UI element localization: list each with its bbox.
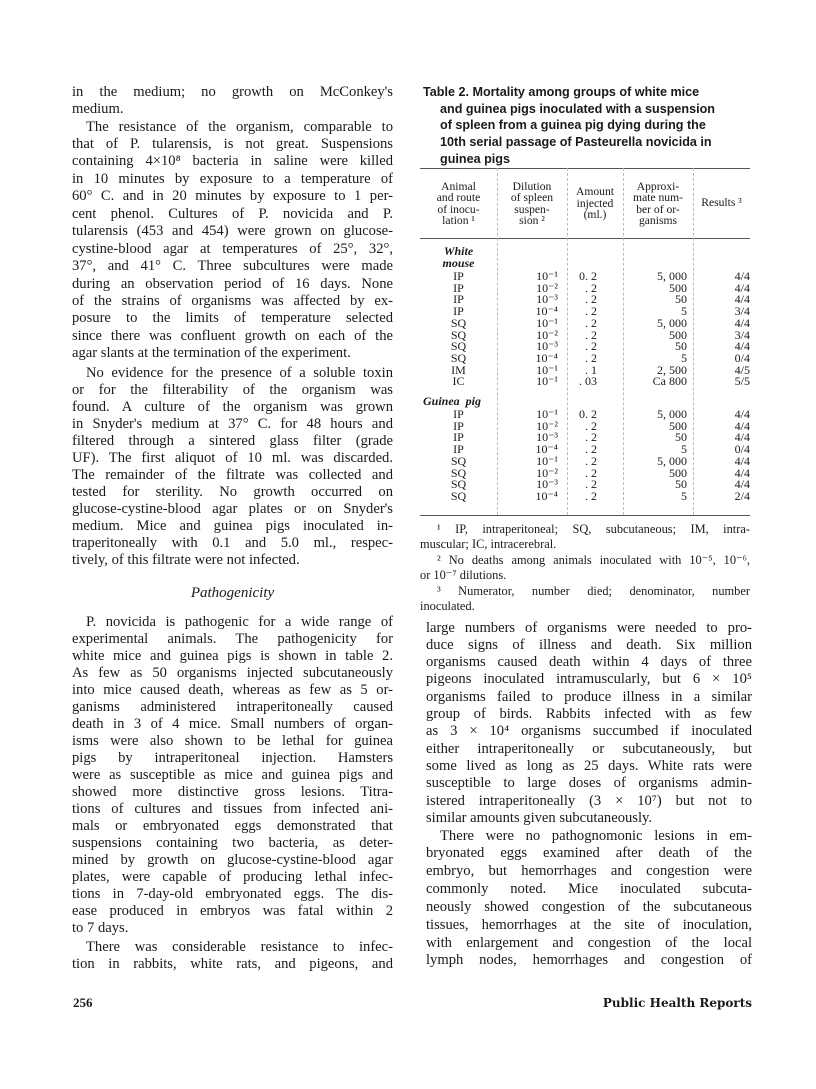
- paragraph-line: As few as 50 organisms injected subcutaneously: [72, 664, 393, 681]
- paragraph-line: No evidence for the presence of a soluble toxin: [86, 364, 393, 381]
- paragraph-line: traperitoneally with 0.1 and 5.0 ml., respec-: [72, 534, 393, 551]
- paragraph-line: The remainder of the filtrate was collected and: [72, 466, 393, 483]
- journal-name: Public Health Reports: [602, 996, 752, 1010]
- table-title-line: 10th serial passage of Pasteurella novicida in: [440, 135, 712, 150]
- paragraph-line: P. novicida is pathogenic for a wide range of: [86, 613, 393, 630]
- paragraph-line: mined by growth on glucose-cystine-blood agar: [72, 851, 393, 868]
- column-header: ganisms: [638, 214, 677, 228]
- route-cell: SQ: [450, 350, 467, 365]
- organisms-cell: 5, 000: [657, 269, 687, 283]
- dilution-cell: 10⁻¹: [536, 315, 558, 330]
- paragraph-line: istered intraperitoneally (3 × 10⁷) but not to: [426, 792, 752, 809]
- group-label: mouse: [442, 256, 475, 271]
- table-footnote: muscular; IC, intracerebral.: [420, 537, 557, 552]
- organisms-cell: 50: [675, 430, 687, 445]
- table-title-line: guinea pigs: [440, 151, 510, 166]
- paragraph-line: cent phenol. Cultures of P. novicida and P.: [72, 205, 393, 222]
- paragraph-line: plates, were capable of producing lethal infec-: [72, 868, 393, 885]
- paragraph-line: white mice and guinea pigs is shown in table 2.: [72, 647, 393, 664]
- paragraph-line: pigs by intraperitoneal injection. Hamsters: [72, 749, 393, 766]
- organisms-cell: 5: [681, 350, 687, 365]
- column-header: sion ²: [519, 214, 545, 228]
- paragraph-line: tularensis (453 and 454) were grown on glucose-: [72, 223, 393, 240]
- table-header-rule: [420, 238, 750, 239]
- paragraph-line: isms were also shown to be lethal for guinea: [72, 732, 393, 749]
- route-cell: IC: [452, 374, 465, 389]
- organisms-cell: 500: [669, 327, 687, 342]
- amount-cell: . 2: [585, 477, 597, 492]
- dilution-cell: 10⁻¹: [536, 374, 558, 389]
- paragraph-line: in the medium; no growth on McConkey's: [72, 83, 393, 100]
- paragraph-line: commonly noted. Mice inoculated subcuta-: [426, 881, 752, 898]
- table-footnote: ² No deaths among animals inoculated with 10⁻⁵, 10⁻⁶,: [437, 552, 750, 567]
- route-cell: IP: [453, 407, 464, 421]
- dilution-cell: 10⁻³: [536, 339, 558, 354]
- results-cell: 4/4: [734, 269, 750, 283]
- amount-cell: . 2: [585, 430, 597, 445]
- results-cell: 4/4: [734, 453, 750, 468]
- dilution-cell: 10⁻²: [536, 280, 558, 295]
- results-cell: 4/4: [734, 407, 750, 421]
- paragraph-line: agar slants at the termination of the experiment.: [72, 345, 351, 362]
- organisms-cell: 5: [681, 304, 687, 319]
- table-footnote: ³ Numerator, number died; denominator, number: [437, 583, 750, 598]
- table-footnote: inoculated.: [420, 599, 475, 613]
- route-cell: IP: [453, 304, 464, 319]
- amount-cell: . 03: [579, 374, 597, 389]
- paragraph-line: during an observation period of 16 days. None: [72, 275, 393, 292]
- paragraph-line: as 3 × 10⁴ organisms succumbed if inoculated: [426, 723, 752, 740]
- table-footnote: or 10⁻⁷ dilutions.: [420, 568, 507, 583]
- group-label: White: [443, 244, 474, 258]
- column-header: of spleen: [510, 191, 554, 205]
- route-cell: IP: [453, 418, 464, 433]
- dilution-cell: 10⁻¹: [536, 407, 558, 421]
- paragraph-line: 37°, and 41° C. Three subcultures were made: [72, 258, 393, 275]
- organisms-cell: 5, 000: [657, 407, 687, 421]
- dilution-cell: 10⁻²: [536, 418, 558, 433]
- paragraph-line: showed more distinctive gross lesions. Titra-: [72, 783, 393, 800]
- column-header: (ml.): [583, 208, 607, 222]
- amount-cell: . 2: [585, 280, 597, 295]
- section-heading: Pathogenicity: [190, 585, 275, 601]
- paragraph-line: in 10 minutes by exposure to a temperature of: [72, 170, 393, 187]
- paragraph-line: duce signs of illness and death. Six million: [426, 636, 752, 653]
- amount-cell: . 2: [585, 339, 597, 354]
- amount-cell: . 2: [585, 453, 597, 468]
- route-cell: IP: [453, 442, 464, 457]
- amount-cell: . 2: [585, 350, 597, 365]
- paragraph-line: embryo, but hemorrhages and congestion were: [426, 863, 752, 880]
- paragraph-line: large numbers of organisms were needed to pro-: [426, 619, 752, 636]
- organisms-cell: 50: [675, 292, 687, 307]
- organisms-cell: 500: [669, 418, 687, 433]
- results-cell: 4/4: [734, 292, 750, 307]
- results-cell: 3/4: [734, 304, 750, 319]
- results-cell: 3/4: [734, 327, 750, 342]
- paragraph-line: experimental animals. The pathogenicity for: [72, 630, 393, 647]
- organisms-cell: 50: [675, 477, 687, 492]
- column-header: Animal: [441, 179, 476, 193]
- organisms-cell: 2, 500: [657, 362, 687, 377]
- results-cell: 4/4: [734, 477, 750, 492]
- paragraph-line: some lived as long as 25 days. White rats were: [426, 757, 752, 774]
- results-cell: 5/5: [734, 374, 750, 389]
- dilution-cell: 10⁻³: [536, 292, 558, 307]
- amount-cell: . 1: [585, 362, 597, 377]
- dilution-cell: 10⁻²: [536, 327, 558, 342]
- amount-cell: . 2: [585, 465, 597, 480]
- route-cell: IP: [453, 292, 464, 307]
- route-cell: SQ: [450, 453, 467, 468]
- paragraph-line: containing 4×10⁸ bacteria in saline were killed: [72, 153, 393, 170]
- paragraph-line: group of birds. Rabbits infected with as few: [426, 706, 752, 722]
- route-cell: SQ: [450, 465, 467, 480]
- route-cell: IP: [453, 430, 464, 445]
- amount-cell: . 2: [585, 315, 597, 330]
- amount-cell: . 2: [585, 442, 597, 457]
- paragraph-line: medium. Mice and guinea pigs inoculated in-: [72, 517, 393, 534]
- paragraph-line: found. A culture of the organism was grown: [72, 398, 393, 415]
- amount-cell: 0. 2: [579, 407, 597, 421]
- paragraph-line: bryonated eggs examined after death of the: [426, 845, 752, 862]
- paragraph-line: medium.: [72, 100, 124, 117]
- dilution-cell: 10⁻¹: [536, 453, 558, 468]
- route-cell: SQ: [450, 327, 467, 342]
- table-footnote: ¹ IP, intraperitoneal; SQ, subcutaneous; IM, intra-: [437, 522, 750, 536]
- table-title-line: of spleen from a guinea pig dying during the: [440, 118, 706, 133]
- organisms-cell: Ca 800: [652, 374, 687, 389]
- paragraph-line: There were no pathognomonic lesions in em-: [440, 827, 752, 844]
- route-cell: IM: [451, 362, 466, 377]
- amount-cell: 0. 2: [579, 269, 597, 283]
- results-cell: 4/4: [734, 430, 750, 445]
- results-cell: 4/4: [734, 465, 750, 480]
- dilution-cell: 10⁻³: [536, 430, 558, 445]
- paragraph-line: organisms failed to produce illness in a similar: [426, 688, 752, 705]
- results-cell: 4/5: [734, 362, 750, 377]
- column-header: mate num-: [633, 191, 683, 205]
- column-header: Dilution: [512, 179, 552, 193]
- paragraph-line: that of P. tularensis, is not great. Suspensions: [72, 135, 393, 152]
- results-cell: 2/4: [734, 488, 750, 503]
- paragraph-line: were as susceptible as mice and guinea pigs and: [72, 766, 393, 783]
- amount-cell: . 2: [585, 418, 597, 433]
- dilution-cell: 10⁻¹: [536, 362, 558, 377]
- dilution-cell: 10⁻³: [536, 477, 558, 492]
- results-cell: 4/4: [734, 418, 750, 433]
- column-header: Results ³: [701, 196, 742, 210]
- paragraph-line: cystine-blood agar at temperatures of 25°, 32°,: [72, 240, 393, 257]
- paragraph-line: tions in 7-day-old embryonated eggs. The dis-: [72, 885, 393, 902]
- paragraph-line: UF). The first aliquot of 10 ml. was discarded.: [72, 449, 393, 466]
- paragraph-line: similar amounts given subcutaneously.: [426, 809, 653, 826]
- organisms-cell: 500: [669, 465, 687, 480]
- organisms-cell: 500: [669, 280, 687, 295]
- dilution-cell: 10⁻⁴: [535, 488, 558, 503]
- route-cell: SQ: [450, 488, 467, 503]
- paragraph-line: lymph nodes, hemorrhages and congestion of: [426, 952, 752, 969]
- paragraph-line: organisms caused death within 4 days of three: [426, 654, 752, 671]
- paragraph-line: 60° C. and in 20 minutes by exposure to 1 per-: [72, 188, 393, 205]
- paragraph-line: since there was confluent growth on each of the: [72, 327, 393, 344]
- column-header: suspen-: [514, 202, 550, 216]
- paragraph-line: tion in rabbits, white rats, and pigeons, and: [72, 955, 393, 972]
- dilution-cell: 10⁻²: [536, 465, 558, 480]
- route-cell: SQ: [450, 315, 467, 330]
- paragraph-line: posure to the limits of temperature selected: [72, 310, 393, 327]
- dilution-cell: 10⁻⁴: [535, 350, 558, 365]
- column-header: Approxi-: [636, 179, 680, 193]
- paragraph-line: to 7 days.: [72, 919, 129, 936]
- column-header: of inocu-: [437, 202, 480, 216]
- paragraph-line: with enlargement and congestion of the local: [426, 934, 752, 951]
- organisms-cell: 5, 000: [657, 453, 687, 468]
- organisms-cell: 5: [681, 442, 687, 457]
- column-header: and route: [436, 191, 481, 205]
- table-title-line: and guinea pigs inoculated with a suspension: [440, 101, 715, 116]
- amount-cell: . 2: [585, 292, 597, 307]
- column-header: ber of or-: [636, 202, 680, 216]
- paragraph-line: tested for sterility. No growth occurred on: [72, 483, 393, 500]
- paragraph-line: ganisms administered intraperitoneally caused: [72, 698, 393, 715]
- results-cell: 4/4: [734, 339, 750, 354]
- page-number: 256: [73, 995, 93, 1010]
- results-cell: 0/4: [734, 350, 750, 365]
- paragraph-line: There was considerable resistance to infec-: [86, 938, 393, 955]
- paragraph-line: either intraperitoneally or subcutaneously, but: [426, 740, 752, 757]
- organisms-cell: 50: [675, 339, 687, 354]
- table-title-line: Table 2. Mortality among groups of white mice: [423, 85, 700, 99]
- paragraph-line: into mice caused death, whereas as few as 5 or-: [72, 681, 393, 698]
- paragraph-line: ease produced in embryos was fatal within 2: [72, 902, 393, 919]
- paragraph-line: glucose-cystine-blood agar plates or on Snyder's: [72, 500, 393, 517]
- amount-cell: . 2: [585, 327, 597, 342]
- paragraph-line: suspensions containing two bacteria, as deter-: [72, 834, 393, 851]
- paragraph-line: filtered through a sintered glass filter (grade: [72, 432, 393, 449]
- paragraph-line: susceptible to large doses of organisms admin-: [426, 775, 752, 792]
- column-separator: [693, 168, 694, 515]
- results-cell: 4/4: [734, 315, 750, 330]
- amount-cell: . 2: [585, 304, 597, 319]
- paragraph-line: or for the filterability of the organism was: [72, 381, 393, 398]
- route-cell: IP: [453, 269, 464, 283]
- paragraph-line: of the strains of organisms was affected by ex-: [72, 293, 393, 309]
- results-cell: 0/4: [734, 442, 750, 457]
- organisms-cell: 5: [681, 488, 687, 503]
- route-cell: SQ: [450, 477, 467, 492]
- paragraph-line: in Snyder's medium at 37° C. for 48 hours and: [72, 415, 393, 432]
- organisms-cell: 5, 000: [657, 315, 687, 330]
- column-header: injected: [576, 196, 614, 210]
- table-bottom-rule: [420, 515, 750, 516]
- paragraph-line: tions of cultures and tissues from infected ani-: [72, 800, 393, 817]
- table-top-rule: [420, 168, 750, 169]
- group-label: Guinea pig: [423, 394, 482, 408]
- paragraph-line: death in 3 of 4 mice. Small numbers of organ-: [72, 715, 393, 732]
- amount-cell: . 2: [585, 488, 597, 503]
- results-cell: 4/4: [734, 280, 750, 295]
- route-cell: SQ: [450, 339, 467, 354]
- paragraph-line: The resistance of the organism, comparable to: [86, 118, 393, 135]
- dilution-cell: 10⁻¹: [536, 269, 558, 283]
- column-header: lation ¹: [442, 214, 475, 228]
- paragraph-line: tissues, hemorrhages at the site of inoculation,: [426, 916, 752, 933]
- paragraph-line: mals or embryonated eggs demonstrated that: [72, 817, 393, 834]
- column-header: Amount: [575, 185, 614, 199]
- paragraph-line: tively, of this filtrate were not infected.: [72, 551, 300, 568]
- dilution-cell: 10⁻⁴: [535, 304, 558, 319]
- paragraph-line: pigeons inoculated intramuscularly, but 6 × 10⁵: [426, 671, 752, 688]
- paragraph-line: neously showed congestion of the subcutaneous: [426, 898, 752, 915]
- route-cell: IP: [453, 280, 464, 295]
- dilution-cell: 10⁻⁴: [535, 442, 558, 457]
